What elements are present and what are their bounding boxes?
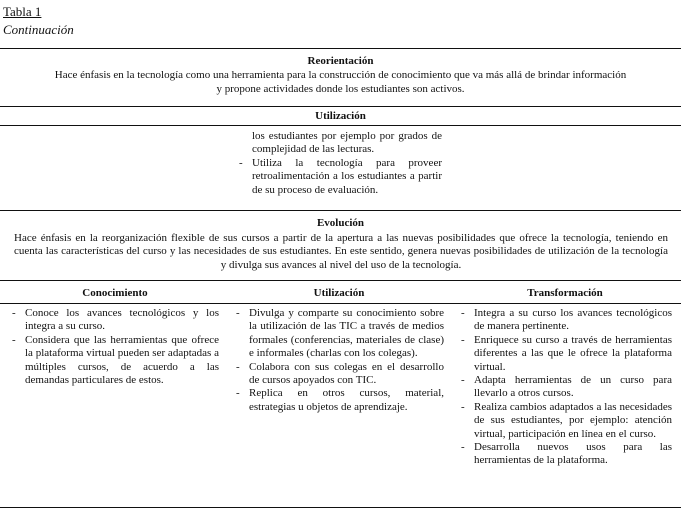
utilizacion-list xyxy=(236,130,442,197)
utilizacion-heading: Utilización xyxy=(315,110,366,122)
rule-divider xyxy=(0,106,681,107)
list-item: - Desarrolla nuevos usos para las herramientas de la plataforma. xyxy=(458,441,672,468)
rule-divider xyxy=(0,303,681,304)
list-item: - Enriquece su curso a través de herramientas diferentes a las que le ofrece la plataforma virtual. xyxy=(458,334,672,374)
list-item: - Utiliza la tecnología para proveer retroalimentación a los estudiantes a partir de su proceso de evaluación. xyxy=(236,157,442,197)
column-heading-transformacion: Transformación xyxy=(527,287,603,299)
column-transformacion xyxy=(458,307,672,468)
rule-divider xyxy=(0,280,681,281)
reorientacion-heading: Reorientación xyxy=(307,55,374,67)
utilizacion-list-container xyxy=(236,130,442,197)
rule-bottom xyxy=(0,507,681,508)
column-utilizacion xyxy=(233,307,444,414)
reorientacion-text-line1: Hace énfasis en la tecnología como una herramienta para la construcción de conocimiento que va más allá de brindar información xyxy=(54,69,627,81)
column-heading-utilizacion: Utilización xyxy=(313,287,365,299)
utilizacion-column-list xyxy=(233,307,444,414)
column-conocimiento xyxy=(9,307,219,387)
table-subtitle: Continuación xyxy=(3,22,74,37)
rule-divider xyxy=(0,125,681,126)
table-title: Tabla 1 xyxy=(3,4,42,19)
conocimiento-list xyxy=(9,307,219,387)
column-heading-conocimiento: Conocimiento xyxy=(82,287,148,299)
reorientacion-text-line2: y propone actividades donde los estudiantes son activos. xyxy=(216,83,465,95)
list-item: - Conoce los avances tecnológicos y los integra a su curso. xyxy=(9,307,219,334)
list-item: los estudiantes por ejemplo por grados de complejidad de las lecturas. xyxy=(252,130,442,156)
evolucion-text: Hace énfasis en la reorganización flexible de sus cursos a partir de la apertura a las nuevas posibilidades que ofrece la tecnología, teniendo en cuenta las características del curso y las necesidades de sus estudiantes. En este sentido, genera nuevas posibilidades de utilización de la tecnología y divulga sus avances al nivel del uso de la tecnología. xyxy=(14,232,668,271)
transformacion-list xyxy=(458,307,672,468)
list-item: - Divulga y comparte su conocimiento sobre la utilización de las TIC a través de medios formales (conferencias, materiales de clase) e informales (charlas con los colegas). xyxy=(233,307,444,361)
rule-divider xyxy=(0,210,681,211)
list-item: - Colabora con sus colegas en el desarrollo de cursos apoyados con TIC. xyxy=(233,361,444,388)
list-item: - Considera que las herramientas que ofrece la plataforma virtual pueden ser adaptadas a múltiples cursos, de acuerdo a las demandas particulares de estos. xyxy=(9,334,219,388)
list-item: - Realiza cambios adaptados a las necesidades de sus estudiantes, por ejemplo: atención virtual, participación en línea en el curso. xyxy=(458,401,672,441)
list-item: - Adapta herramientas de un curso para llevarlo a otros cursos. xyxy=(458,374,672,401)
list-item: - Replica en otros cursos, material, estrategias u objetos de aprendizaje. xyxy=(233,387,444,414)
list-item: - Integra a su curso los avances tecnológicos de manera pertinente. xyxy=(458,307,672,334)
rule-top xyxy=(0,48,681,49)
evolucion-heading: Evolución xyxy=(316,217,365,229)
